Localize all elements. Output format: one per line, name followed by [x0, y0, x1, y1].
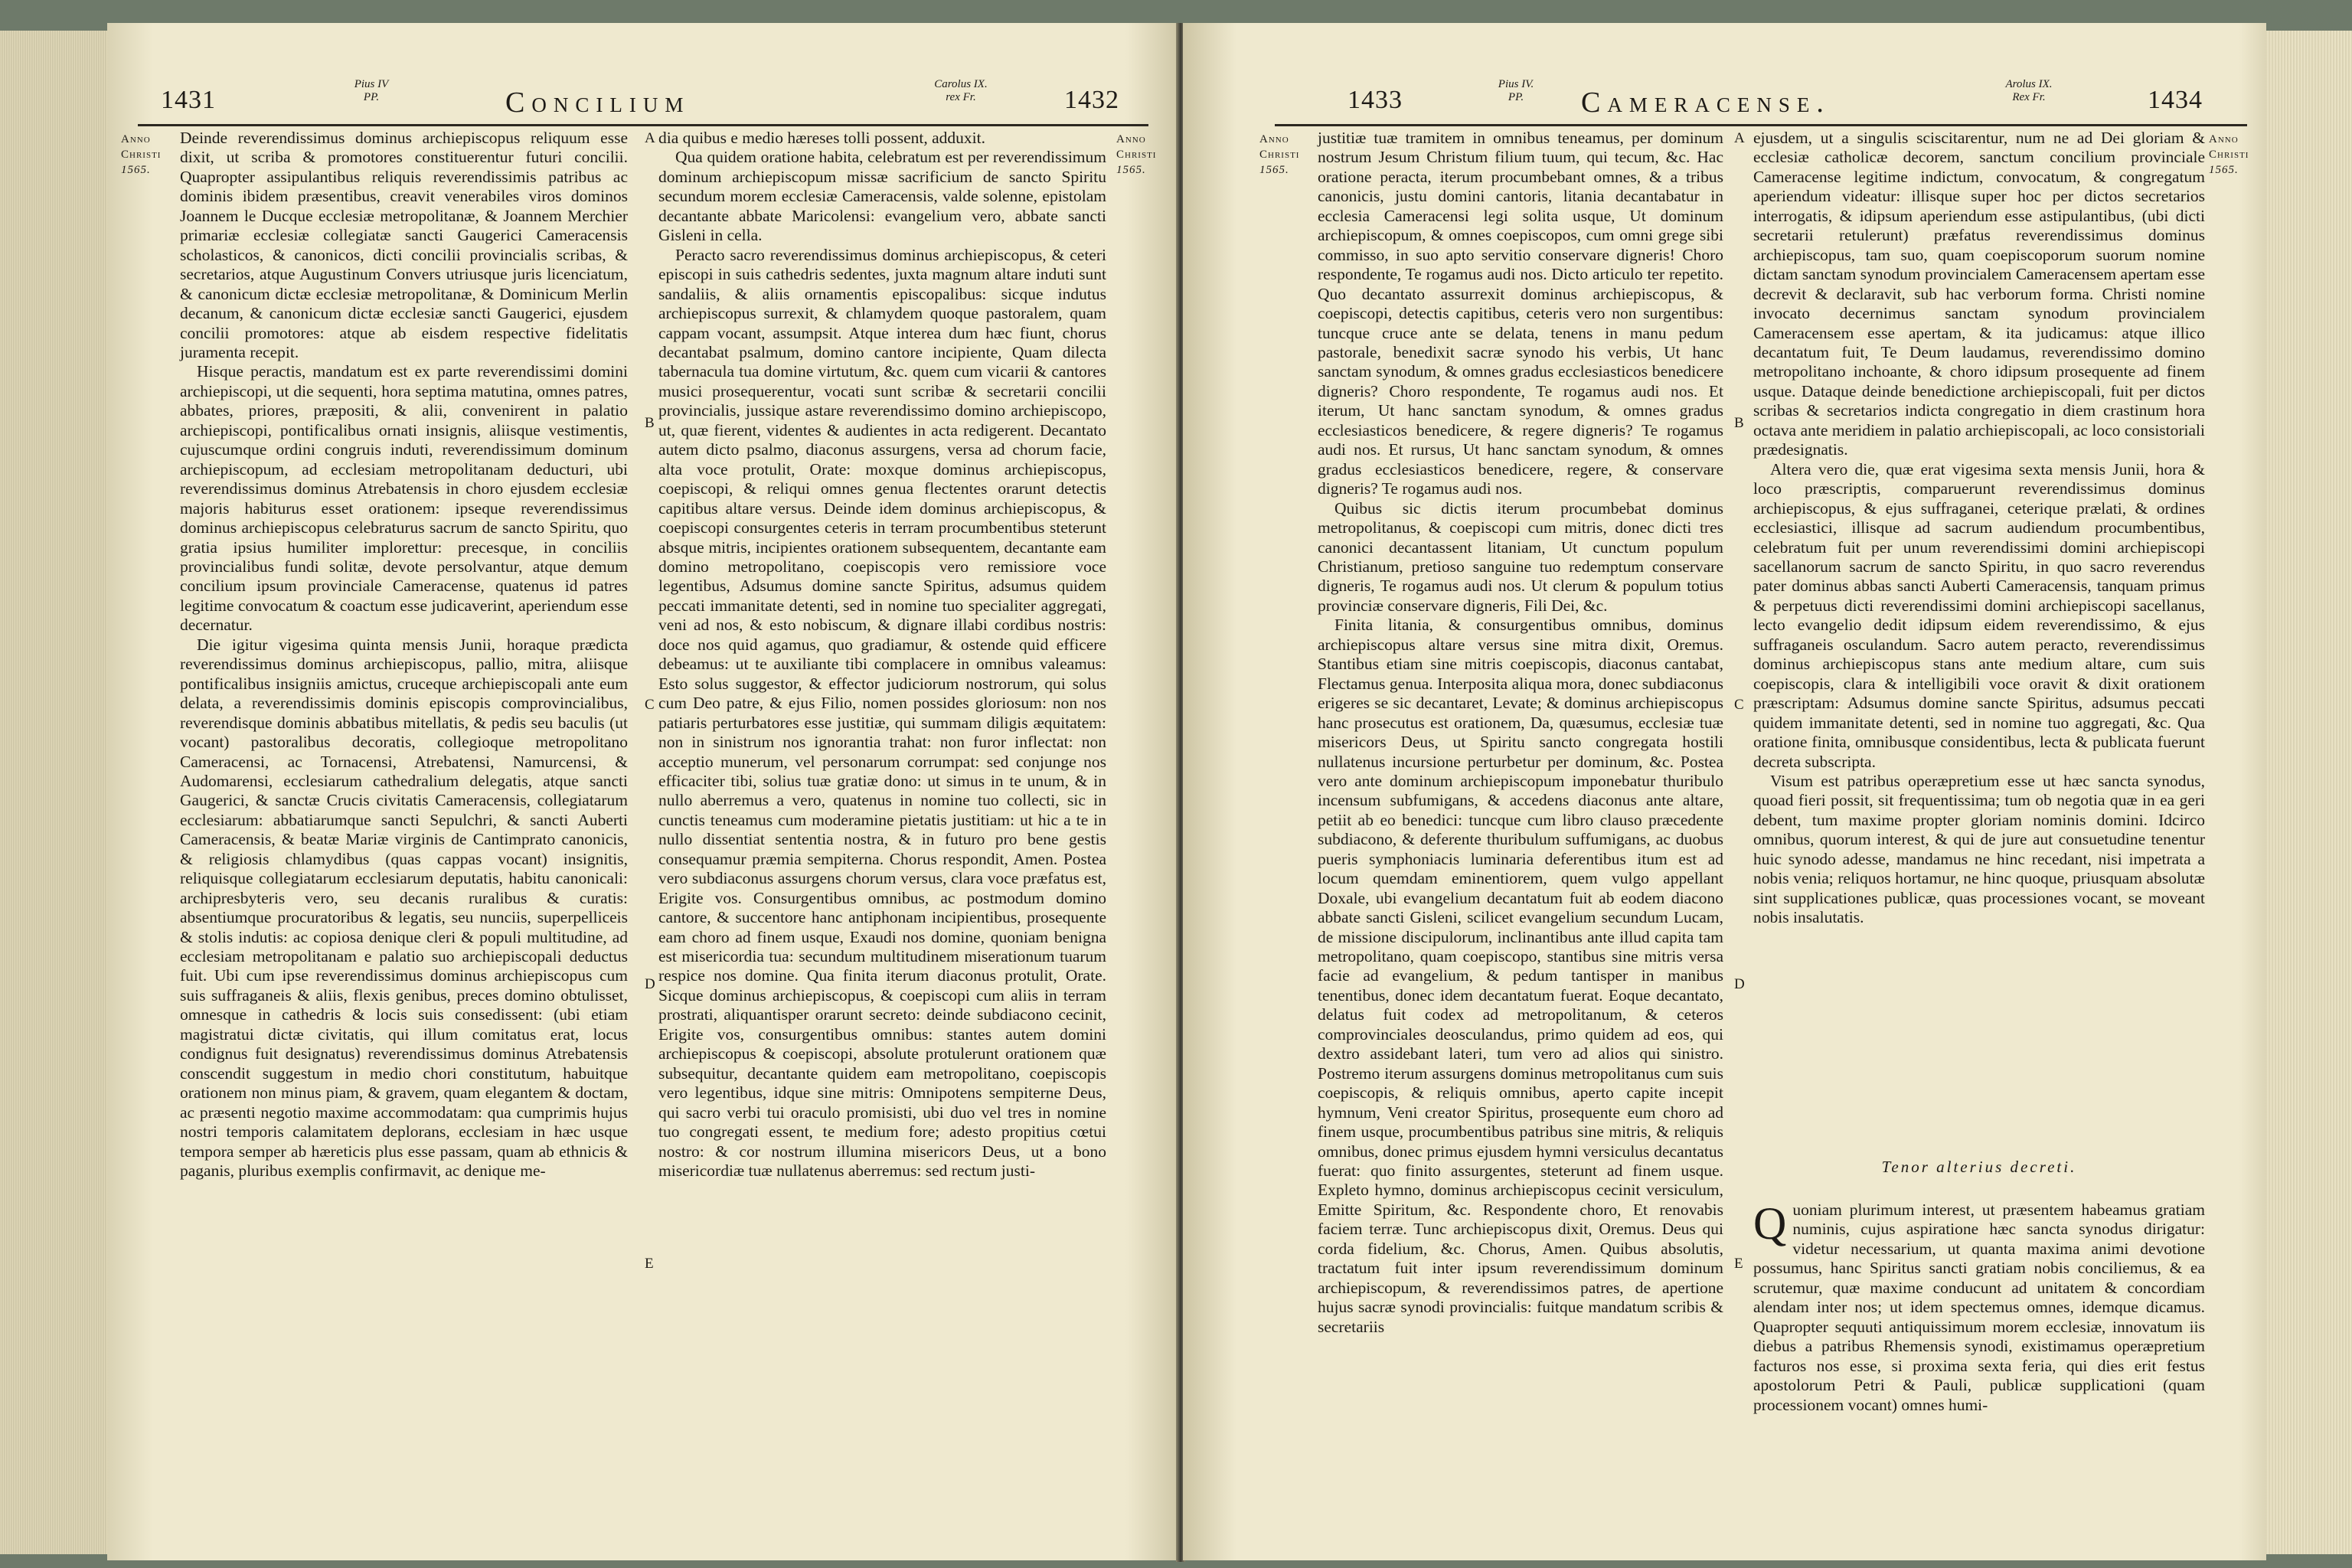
page-edges-right	[2266, 31, 2352, 1554]
section-letter-a: A	[645, 130, 655, 146]
section-letter-a: A	[1734, 130, 1745, 146]
section-title-tenor: Tenor alterius decreti.	[1881, 1158, 2077, 1176]
section-letter-e: E	[645, 1256, 654, 1272]
paragraph: Visum est patribus operæpretium esse ut hæc sancta synodus, quoad fieri possit, sit frequentissima; tum ob negotia quæ in ea geri debent, tum maxime propter gloriam nominis domini. Idcirco omnibus, quorum interest, & qui de jure aut consuetudine tenentur huic synodo adesse, mandamus ne hinc recedant, nisi impetrata a nobis venia; reliquos hortamur, ne hinc quoque, priusquam absolutæ sint supplicationes publicæ, quas processiones vocant, se moveant nobis insalutatis.	[1753, 771, 2205, 927]
running-title: Concilium	[505, 87, 691, 119]
header-rule	[138, 124, 1148, 126]
paragraph: ejusdem, ut a singulis sciscitarentur, num ne ad Dei gloriam & ecclesiæ catholicæ decorem, sanctum concilium provinciale Cameracense legitime indictum, convocatum, & congregatum aperiendum videatur: illisque super hoc per dictos secretarios interrogatis, & idipsum aperiendum esse astipulantibus, (ubi dicti secretarii retulerunt) præfatus reverendissimus dominus archiepiscopus, tam suo, quam coepiscoporum suorum nomine dictam sanctam synodum provincialem Cameracensem apertam esse decrevit & declaravit, sub hac verborum forma. Christi nomine invocato decernimus sanctam synodum provincialem Cameracensem esse apertam, & ita judicamus: atque illico decantatum fuit, Te Deum laudamus, reverendissimo domino metropolitano inchoante, & choro idipsum prosequente ad finem usque. Dataque deinde benedictione archiepiscopali, fuit per dictos scribas & secretarios indicta congregatio in diem crastinum hora octava ante meridiem in palatio archiepiscopali, ac loco consistoriali prædesignatis.	[1753, 129, 2205, 459]
margin-anno-right: Anno Christi 1565.	[1116, 133, 1157, 176]
right-page	[1183, 23, 2266, 1560]
section-letter-b: B	[1734, 415, 1744, 431]
paragraph: Quibus sic dictis iterum procumbebat dominus metropolitanus, & coepiscopi cum mitris, donec dicti tres canonici decantassent litaniam, Ut cunctum populum Christianum, pretioso sanguine tuo redemptum conservare digneris, Te rogamus audi nos. Ut clerum & populum totius provinciæ conservare digneris, Fili Dei, &c.	[1318, 498, 1723, 615]
left-page-column-2	[658, 129, 1106, 1181]
section-letter-c: C	[645, 697, 655, 713]
section-letter-e: E	[1734, 1256, 1743, 1272]
pope-label: Pius IV PP.	[354, 78, 389, 103]
left-page	[107, 23, 1179, 1560]
paragraph: Die igitur vigesima quinta mensis Junii, horaque prædicta reverendissimus dominus archiepiscopus, pallio, mitra, aliisque pontificalibus insigniis amictus, cruceque archiepiscopali ante eum delata, a reverendissimis dominis episcopis comprovincialibus, reverendisque dominis abbatibus mitellatis, & pedis seu baculis (ut vocant) pastoralibus decoratis, collegioque metropolitano Cameracensi, ac Tornacensi, Atrebatensi, Namurcensi, & Audomarensi, ecclesiarum cathedralium delegatis, atque sancti Gaugerici, & sanctæ Crucis civitatis Cameracensis, collegiatarum ecclesiarum: abbatiarumque sancti Sepulchri, & sancti Auberti Cameracensis, & beatæ Mariæ virginis de Cantimprato canonicis, & religiosis chlamydibus (quas cappas vocant) insignitis, reliquisque collegiatarum ecclesiarum deputatis, habitu canonicali: archipresbyteris vero, seu decanis ruralibus & curatis: absentiumque procuratoribus & legatis, seu nunciis, superpelliceis & stolis indutis: ac copiosa denique cleri & populi multitudine, ad ecclesiam metropolitanam e palatio suo archiepiscopali deductus fuit. Ubi cum ipse reverendissimus dominus archiepiscopus cum suis suffraganeis & aliis, flexis genibus, preces domino obtulisset, omnesque in cathedris & locis suis consedissent: (ubi etiam magistratui dictæ civitatis, qui illum comitatus erat, locus condignus fuit designatus) reverendissimus dominus Atrebatensis conscendit suggestum in medio chori constitutum, habuitque orationem non minus piam, & gravem, quam elegantem & doctam, ac præsenti negotio maxime accommodatam: qua cumprimis hujus nostri temporis calamitatem deplorans, ecclesiam in hæc usque tempora semper ab hæreticis plus esse passam, quam ab ethnicis & paganis, pluribus exemplis confirmavit, ac denique me-	[180, 635, 628, 1181]
header-rule	[1275, 124, 2247, 126]
pope-label: Pius IV. PP.	[1498, 78, 1534, 103]
page-number-1432: 1432	[1064, 86, 1119, 114]
section-letter-b: B	[645, 415, 655, 431]
margin-anno-left: Anno Christi 1565.	[121, 133, 162, 176]
paragraph: Peracto sacro reverendissimus dominus archiepiscopus, & ceteri episcopi in suis cathedris sedentes, juxta magnum altare induti sunt sandaliis, & aliis ornamentis episcopalibus: sicque indutus archiepiscopus surrexit, & chlamydem quoque pastoralem, quam cappam vocant, assumpsit. Atque interea dum hæc fiunt, chorus decantabat psalmum, domino cantore incipiente, Quam dilecta tabernacula tua domine virtutum, &c. quem cum vicarii & cantores musici prosequerentur, vocati sunt scribæ & secretarii concilii provincialis, jussique astare reverendissimo domino archiepiscopo, ut, quæ fierent, videntes & audientes in acta redigerent. Decantato autem dicto psalmo, diaconus assurgens, versa ad chorum facie, alta voce protulit, Orate: moxque dominus archiepiscopus, coepiscopi, & reliqui omnes genua flectentes orarunt detectis capitibus altare versus. Deinde idem dominus archiepiscopus, & coepiscopi consurgentes ceteris in terram procumbentibus steterunt absque mitris, incipientes orationem subsequentem, decantante eam domino metropolitano, coepiscopis vero remissiore voce legentibus, Adsumus domine sancte Spiritus, adsumus quidem peccati immanitate detenti, sed in nomine tuo specialiter aggregati, veni ad nos, & esto nobiscum, & dignare illabi cordibus nostris: doce nos quid agamus, quo gradiamur, & ostende quid efficere debeamus: ut te auxiliante tibi complacere in omnibus valeamus: Esto solus suggestor, & effector judiciorum nostrorum, qui solus cum Deo patre, & ejus Filio, nomen possides gloriosum: non nos patiaris perturbatores esse justitiæ, qui summam diligis æquitatem: non in sinistrum nos ignorantia trahat: non furor inflectat: non acceptio munerum, vel personarum corrumpat: sed conjunge nos efficaciter tibi, solius tuæ gratiæ dono: ut simus in te unum, & in nullo aberremus a vero, quatenus in nomine tuo collecti, sic in cunctis teneamus cum moderamine pietatis justitiam: ut hic a te in nullo dissentiat sententia nostra, & in futuro pro bene gestis consequamur præmia sempiterna. Chorus respondit, Amen. Postea vero subdiaconus assurgens chorum versus, clara voce præfatus est, Erigite vos. Consurgentibus omnibus, ac postmodum domino cantore, & succentore hanc antiphonam incipientibus, prosequente eam choro ad finem usque, Exaudi nos domine, quoniam benigna est misericordia tua: secundum multitudinem miserationum tuarum respice nos domine. Qua finita iterum diaconus protulit, Orate. Sicque dominus archiepiscopus, & coepiscopi cum aliis in terram prostrati, aliquantisper orarunt secreto: deinde subdiacono cecinit, Erigite vos, consurgentibus omnibus: stantes autem domini archiepiscopus & coepiscopi, absolute protulerunt orationem quæ subsequitur, decantante quidem eam metropolitano, coepiscopis vero legentibus, idque sine mitris: Omnipotens sempiterne Deus, qui sacro verbi tui oraculo promisisti, ubi duo vel tres in nomine tuo congregati essent, te medium fore; adesto propitius cœtui nostro: & cor nostrum illumina misericors Deus, ut a bono misericordiæ tuæ nullatenus aberremus: sed rectum justi-	[658, 245, 1106, 1181]
page-number-1434: 1434	[2148, 86, 2203, 114]
left-page-column-1	[180, 129, 628, 1181]
section-letter-d: D	[1734, 976, 1745, 992]
margin-anno-right: Anno Christi 1565.	[2209, 133, 2249, 176]
running-title: Cameracense.	[1581, 87, 1831, 119]
page-number-1431: 1431	[161, 86, 216, 114]
right-page-column-1	[1318, 129, 1723, 1337]
left-page-header	[107, 63, 1179, 124]
right-page-column-2	[1753, 129, 2205, 928]
king-label: Arolus IX. Rex Fr.	[2005, 78, 2053, 103]
paragraph: dia quibus e medio hæreses tolli possent, adduxit.	[658, 129, 985, 147]
paragraph: Altera vero die, quæ erat vigesima sexta mensis Junii, hora & loco præscriptis, comparuerunt reverendissimus dominus archiepiscopus, & ejus suffraganei, ceterique prælati, & ordines ecclesiastici, illisque ad sacrum audiendum procumbentibus, celebratum fuit per unum reverendissimi domini archiepiscopi sacellanorum sacrum de sancto Spiritu, in quo sacro reverendus pater dominus abbas sancti Auberti Cameracensis, tanquam primus & perpetuus dicti reverendissimi domini archiepiscopi sacellanus, lecto evangelio dedit idipsum eidem reverendissimo, & ejus suffraganeis osculandum. Sacro autem peracto, reverendissimus dominus archiepiscopus stans ante medium altare, cum suis coepiscopis, clara & intelligibili voce oravit & dixit orationem præscriptam: Adsumus domine sancte Spiritus, adsumus peccati quidem immanitate detenti, sed in nomine tuo aggregati, &c. Qua oratione finita, omnibusque considentibus, lecta & publicata fuerunt decreta subscripta.	[1753, 459, 2205, 771]
decree-text	[1753, 1200, 2205, 1415]
paragraph: Qua quidem oratione habita, celebratum est per reverendissimum dominum archiepiscopum missæ sacrificium de sancto Spiritu secundum morem ecclesiæ Cameracensis, valde solenne, epistolam decantante abbate Maricolensi: evangelium vero, abbate sancti Gisleni in cella.	[658, 148, 1106, 245]
section-letter-d: D	[645, 976, 655, 992]
king-label: Carolus IX. rex Fr.	[934, 78, 988, 103]
right-page-header	[1183, 63, 2266, 124]
paragraph: Finita litania, & consurgentibus omnibus, dominus archiepiscopus altare versus sine mitra dixit, Oremus. Stantibus etiam sine mitris coepiscopis, diaconus cantabat, Flectamus genua. Interposita aliqua mora, donec subdiaconus erigeres se sic decantaret, Levate; & dominus archiepiscopus hanc prosecutus est orationem, Da, quæsumus, ecclesiæ tuæ misericors Deus, ut Spiritu sancto congregata hostili nullatenus incursione perturbetur per dominum, &c. Postea vero ante dominum archiepiscopum imponebatur thuribulo incensum subfumigans, & accedens diaconus ante altare, petiit ab eo benedici: tuncque cum libro clauso præcedente subdiacono, & deferente thuribulum suffumigans, ac duobus pueris symphoniacis luminaria deferentibus itum est ad locum quemdam eminentiorem, quem vulgo appellant Doxale, ubi evangelium decantatum fuit ab eodem diacono abbate sancti Gisleni, scilicet evangelium secundum Lucam, de missione discipulorum, inclinantibus ante illud capita tam metropolitano, quam coepiscopo, stantibus sine mitris versa facie ad evangelium, & pedum tantisper in manibus tenentibus, donec idem decantatum fuerat. Eoque decantato, delatus fuit codex ad metropolitanum, & ceteros comprovinciales deosculandus, primo quidem ad eos, qui dextro assidebant lateri, tum vero ad alios qui sinistro. Postremo iterum assurgens dominus metropolitanus cum suis coepiscopis, & reliquis omnibus, aperto capite incepit hymnum, Veni creator Spiritus, prosequente eum choro ad finem usque, procumbentibus patribus sine mitris, & reliquis omnibus, donec primus ejusdem hymni versiculus decantatus fuerat: quo finito assurgentes, steterunt ad finem usque. Expleto hymno, dominus archiepiscopus cecinit versiculum, Emitte Spiritum, &c. Respondente choro, Et renovabis faciem terræ. Tunc archiepiscopus dixit, Oremus. Deus qui corda fidelium, &c. Chorus, Amen. Quibus absolutis, tractatum fuit inter ipsum reverendissimum dominum archiepiscopum, & reverendissimos patres, de apertione hujus sacræ synodi provincialis: fuitque mandatum scribis & secretariis	[1318, 616, 1723, 1336]
section-letter-c: C	[1734, 697, 1744, 713]
page-number-1433: 1433	[1348, 86, 1403, 114]
paragraph: Hisque peractis, mandatum est ex parte reverendissimi domini archiepiscopi, ut die sequenti, hora septima matutina, omnes patres, abbates, priores, præpositi, & alii, convenirent in palatio archiepiscopi, pontificalibus ornati insignis, aliisque vestimentis, cujuscumque ordini congruis induti, reverendissimum dominum archiepiscopum, ad ecclesiam metropolitanam deducturi, ubi reverendissimus dominus Atrebatensis in choro ejusdem ecclesiæ majoris habiturus esset orationem: ipseque reverendissimus dominus archiepiscopus celebraturus sacrum de sancto Spiritu, quo gratia ipsius humiliter implorettur: precesque, in conciliis provincialibus fundi solitæ, devote persolvantur, atque demum concilium ipsum provinciale Cameracense, quatenus id patres legitime convocatum & coactum esse judicaverint, aperiendum esse decernatur.	[180, 362, 628, 635]
drop-cap: Q	[1753, 1198, 1787, 1249]
paragraph: Deinde reverendissimus dominus archiepiscopus reliquum esse dixit, ut scriba & promotores constituerentur futuri concilii. Quapropter assipulantibus reliquis reverendissimis patribus ac dominis ibidem præsentibus, creavit venerabiles viros dominos Joannem le Ducque ecclesiæ metropolitanæ, & Joannem Merchier primariæ ecclesiæ collegiatæ sancti Gaugerici Cameracensis scholasticos, & canonicos, dicti concilii provincialis scribas, & secretarios, atque Augustinum Convers utriusque juris licenciatum, & canonicum dictæ ecclesiæ metropolitanæ, & Dominicum Merlin decanum, & canonicum dictæ ecclesiæ sancti Gaugerici, ejusdem concilii promotores: atque ab eisdem respective fidelitatis juramenta recepit.	[180, 129, 628, 361]
paragraph: justitiæ tuæ tramitem in omnibus teneamus, per dominum nostrum Jesum Christum filium tuum, qui tecum, &c. Hac oratione peracta, iterum procumbebant omnes, & a tribus canonicis, justu domini cantoris, litania decantabatur in ecclesia Cameracensi legi solita usque, Ut dominum archiepiscopum, & omnes coepiscopos, cum omni grege sibi commisso, in suo apto servitio conservare digneris! Choro respondente, Te rogamus audi nos. Dicto articulo ter repetito. Quo decantato assurrexit dominus archiepiscopus, & coepiscopi, detectis capitibus, ceteris vero non surgentibus: tuncque cruce ante se delata, tenens in manu pedum pastorale, benedixit sacræ synodo his verbis, Ut hanc sanctam synodum, & omnes gradus ecclesiasticos benedicere digneris? Choro respondente, Te rogamus audi nos. Et iterum, Ut hanc sanctam synodum, & omnes gradus ecclesiasticos benedicere, & regere digneris? Te rogamus audi nos. Et rursus, Ut hanc sanctam synodum, & omnes gradus ecclesiasticos benedicere, regere, & conservare digneris? Te rogamus audi nos.	[1318, 129, 1723, 498]
margin-anno-left: Anno Christi 1565.	[1259, 133, 1300, 176]
page-edges-left	[0, 31, 107, 1554]
decree-paragraph: uoniam plurimum interest, ut præsentem habeamus gratiam numinis, cujus aspiratione hæc sancta synodus dirigatur: videtur necessarium, ut quanta maxima animi devotione possumus, hanc Spiritus sancti gratiam nobis conciliemus, & ea scrutemur, quæ maxime conducunt ad unitatem & concordiam alendam inter nos; ut idem spectemus omnes, idemque dicamus. Quapropter sequuti antiquissimum morem ecclesiæ, innovatum iis diebus a patribus Rhemensis synodi, existimamus operæpretium facturos nos esse, si proxima sexta feria, qui dies erit festus apostolorum Petri & Pauli, publicæ supplicationi (quam processionem vocant) omnes humi-	[1753, 1200, 2205, 1414]
